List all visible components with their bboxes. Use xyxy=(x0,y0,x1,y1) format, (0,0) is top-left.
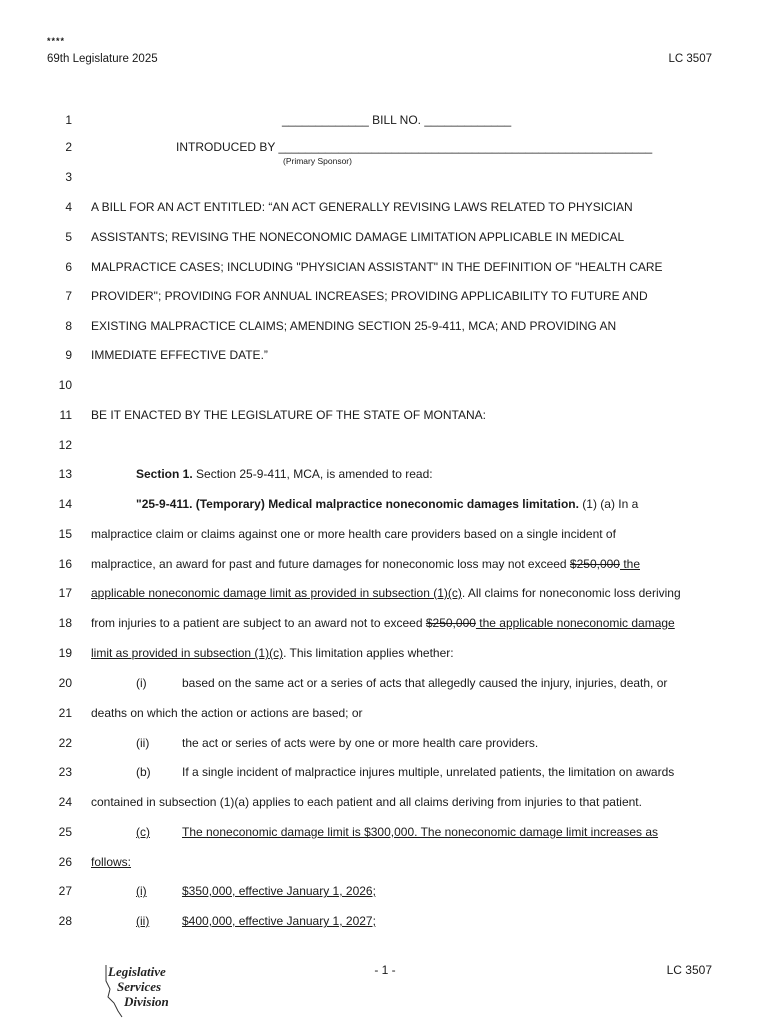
inserted-text: $400,000, effective January 1, 2027; xyxy=(182,914,376,928)
stricken-text: $250,000 xyxy=(569,557,620,571)
subsection-number: (ii) xyxy=(136,914,150,928)
subsection-number: (i) xyxy=(136,676,147,690)
inserted-text: the xyxy=(619,557,640,571)
inserted-line xyxy=(91,855,712,869)
inserted-text: $350,000, effective January 1, 2026; xyxy=(182,884,376,898)
primary-sponsor-caption: (Primary Sponsor) xyxy=(283,156,352,166)
body-line: contained in subsection (1)(a) applies to each patient and all claims deriving from injuries to that patient. xyxy=(91,795,642,809)
line-number: 8 xyxy=(65,319,72,333)
line-number: 3 xyxy=(65,170,72,184)
line-number: 14 xyxy=(58,497,72,511)
title-line: A BILL FOR AN ACT ENTITLED: “AN ACT GENERALLY REVISING LAWS RELATED TO PHYSICIAN xyxy=(91,200,633,214)
line-number: 15 xyxy=(58,527,72,541)
subsection-number: (c) xyxy=(136,825,150,839)
subsection-text: If a single incident of malpractice injures multiple, unrelated patients, the limitation on awards xyxy=(182,765,675,779)
sponsor-blank: ________________________________________________________ xyxy=(278,140,653,154)
introduced-by-label: INTRODUCED BY xyxy=(176,140,276,154)
line-number: 28 xyxy=(58,914,72,928)
line-number: 11 xyxy=(59,408,72,422)
line-number: 12 xyxy=(58,438,72,452)
subsection-number: (ii) xyxy=(136,736,150,750)
bill-no-blank-left: _____________ xyxy=(282,113,369,127)
footer-lc-number: LC 3507 xyxy=(666,963,712,977)
line-number: 26 xyxy=(58,855,72,869)
line-number: 13 xyxy=(58,467,72,481)
line-number: 7 xyxy=(65,289,72,303)
body-line xyxy=(91,646,712,660)
subsection-text: based on the same act or a series of acts that allegedly caused the injury, injuries, death, or xyxy=(182,676,668,690)
line-number: 10 xyxy=(58,378,72,392)
statute-subsection: (1) (a) In a xyxy=(578,497,639,511)
line-number: 17 xyxy=(58,586,72,600)
section-heading xyxy=(91,467,712,481)
section-label: Section 1. xyxy=(136,467,193,481)
subsection-line xyxy=(91,676,712,690)
body-text: malpractice, an award for past and future damages for noneconomic loss may not exceed xyxy=(91,557,570,571)
line-number: 9 xyxy=(65,348,72,362)
bill-number-line xyxy=(282,113,712,127)
body-line xyxy=(91,616,712,630)
header-stars: **** xyxy=(47,36,66,46)
subsection-number: (b) xyxy=(136,765,151,779)
statute-title: "25-9-411. (Temporary) Medical malpractice noneconomic damages limitation. xyxy=(136,497,579,511)
subsection-line xyxy=(91,825,712,839)
body-text: from injuries to a patient are subject to an award not to exceed xyxy=(91,616,426,630)
body-line: deaths on which the action or actions are based; or xyxy=(91,706,363,720)
body-line xyxy=(91,586,712,600)
inserted-text: The noneconomic damage limit is $300,000. The noneconomic damage limit increases as xyxy=(182,825,659,839)
line-number: 19 xyxy=(58,646,72,660)
legislature-label: 69th Legislature 2025 xyxy=(47,53,158,65)
body-text: . All claims for noneconomic loss deriving xyxy=(461,586,681,600)
line-number: 18 xyxy=(58,616,72,630)
subsection-text: the act or series of acts were by one or more health care providers. xyxy=(182,736,539,750)
title-line: ASSISTANTS; REVISING THE NONECONOMIC DAMAGE LIMITATION APPLICABLE IN MEDICAL xyxy=(91,230,625,244)
line-number: 27 xyxy=(58,884,72,898)
line-number: 2 xyxy=(65,140,72,154)
line-number: 23 xyxy=(58,765,72,779)
line-number: 25 xyxy=(58,825,72,839)
logo-line-1: Legislative xyxy=(108,964,166,979)
line-number: 16 xyxy=(58,557,72,571)
statute-heading xyxy=(91,497,712,511)
bill-no-label: BILL NO. xyxy=(372,113,422,127)
logo-line-3: Division xyxy=(124,994,169,1009)
subsection-line xyxy=(91,736,712,750)
subsection-line xyxy=(91,914,712,928)
line-number: 20 xyxy=(58,676,72,690)
body-text: . This limitation applies whether: xyxy=(283,646,454,660)
page-number: - 1 - xyxy=(374,963,396,977)
subsection-number: (i) xyxy=(136,884,147,898)
body-line: malpractice claim or claims against one or more health care providers based on a single incident of xyxy=(91,527,616,541)
logo-line-2: Services xyxy=(117,979,162,994)
introduced-by-line xyxy=(176,140,712,154)
line-number: 5 xyxy=(65,230,72,244)
inserted-text: limit as provided in subsection (1)(c) xyxy=(91,646,284,660)
line-number: 6 xyxy=(65,260,72,274)
line-number: 22 xyxy=(58,736,72,750)
inserted-text: follows: xyxy=(91,855,132,869)
title-line: IMMEDIATE EFFECTIVE DATE.” xyxy=(91,348,268,362)
title-line: MALPRACTICE CASES; INCLUDING "PHYSICIAN ASSISTANT" IN THE DEFINITION OF "HEALTH CARE xyxy=(91,260,663,274)
title-line: PROVIDER"; PROVIDING FOR ANNUAL INCREASES; PROVIDING APPLICABILITY TO FUTURE AND xyxy=(91,289,648,303)
enacting-clause: BE IT ENACTED BY THE LEGISLATURE OF THE STATE OF MONTANA: xyxy=(91,408,486,422)
line-number: 4 xyxy=(65,200,72,214)
section-intro: Section 25-9-411, MCA, is amended to read: xyxy=(192,467,433,481)
lc-number: LC 3507 xyxy=(668,53,712,65)
subsection-line xyxy=(91,884,712,898)
subsection-line xyxy=(91,765,712,779)
body-line xyxy=(91,557,712,571)
stricken-text: $250,000 xyxy=(425,616,476,630)
line-number: 24 xyxy=(58,795,72,809)
bill-no-blank-right: _____________ xyxy=(424,113,512,127)
inserted-text: the applicable noneconomic damage xyxy=(475,616,675,630)
line-number: 21 xyxy=(58,706,72,720)
title-line: EXISTING MALPRACTICE CLAIMS; AMENDING SECTION 25-9-411, MCA; AND PROVIDING AN xyxy=(91,319,617,333)
line-number: 1 xyxy=(65,113,72,127)
inserted-text: applicable noneconomic damage limit as provided in subsection (1)(c) xyxy=(91,586,462,600)
